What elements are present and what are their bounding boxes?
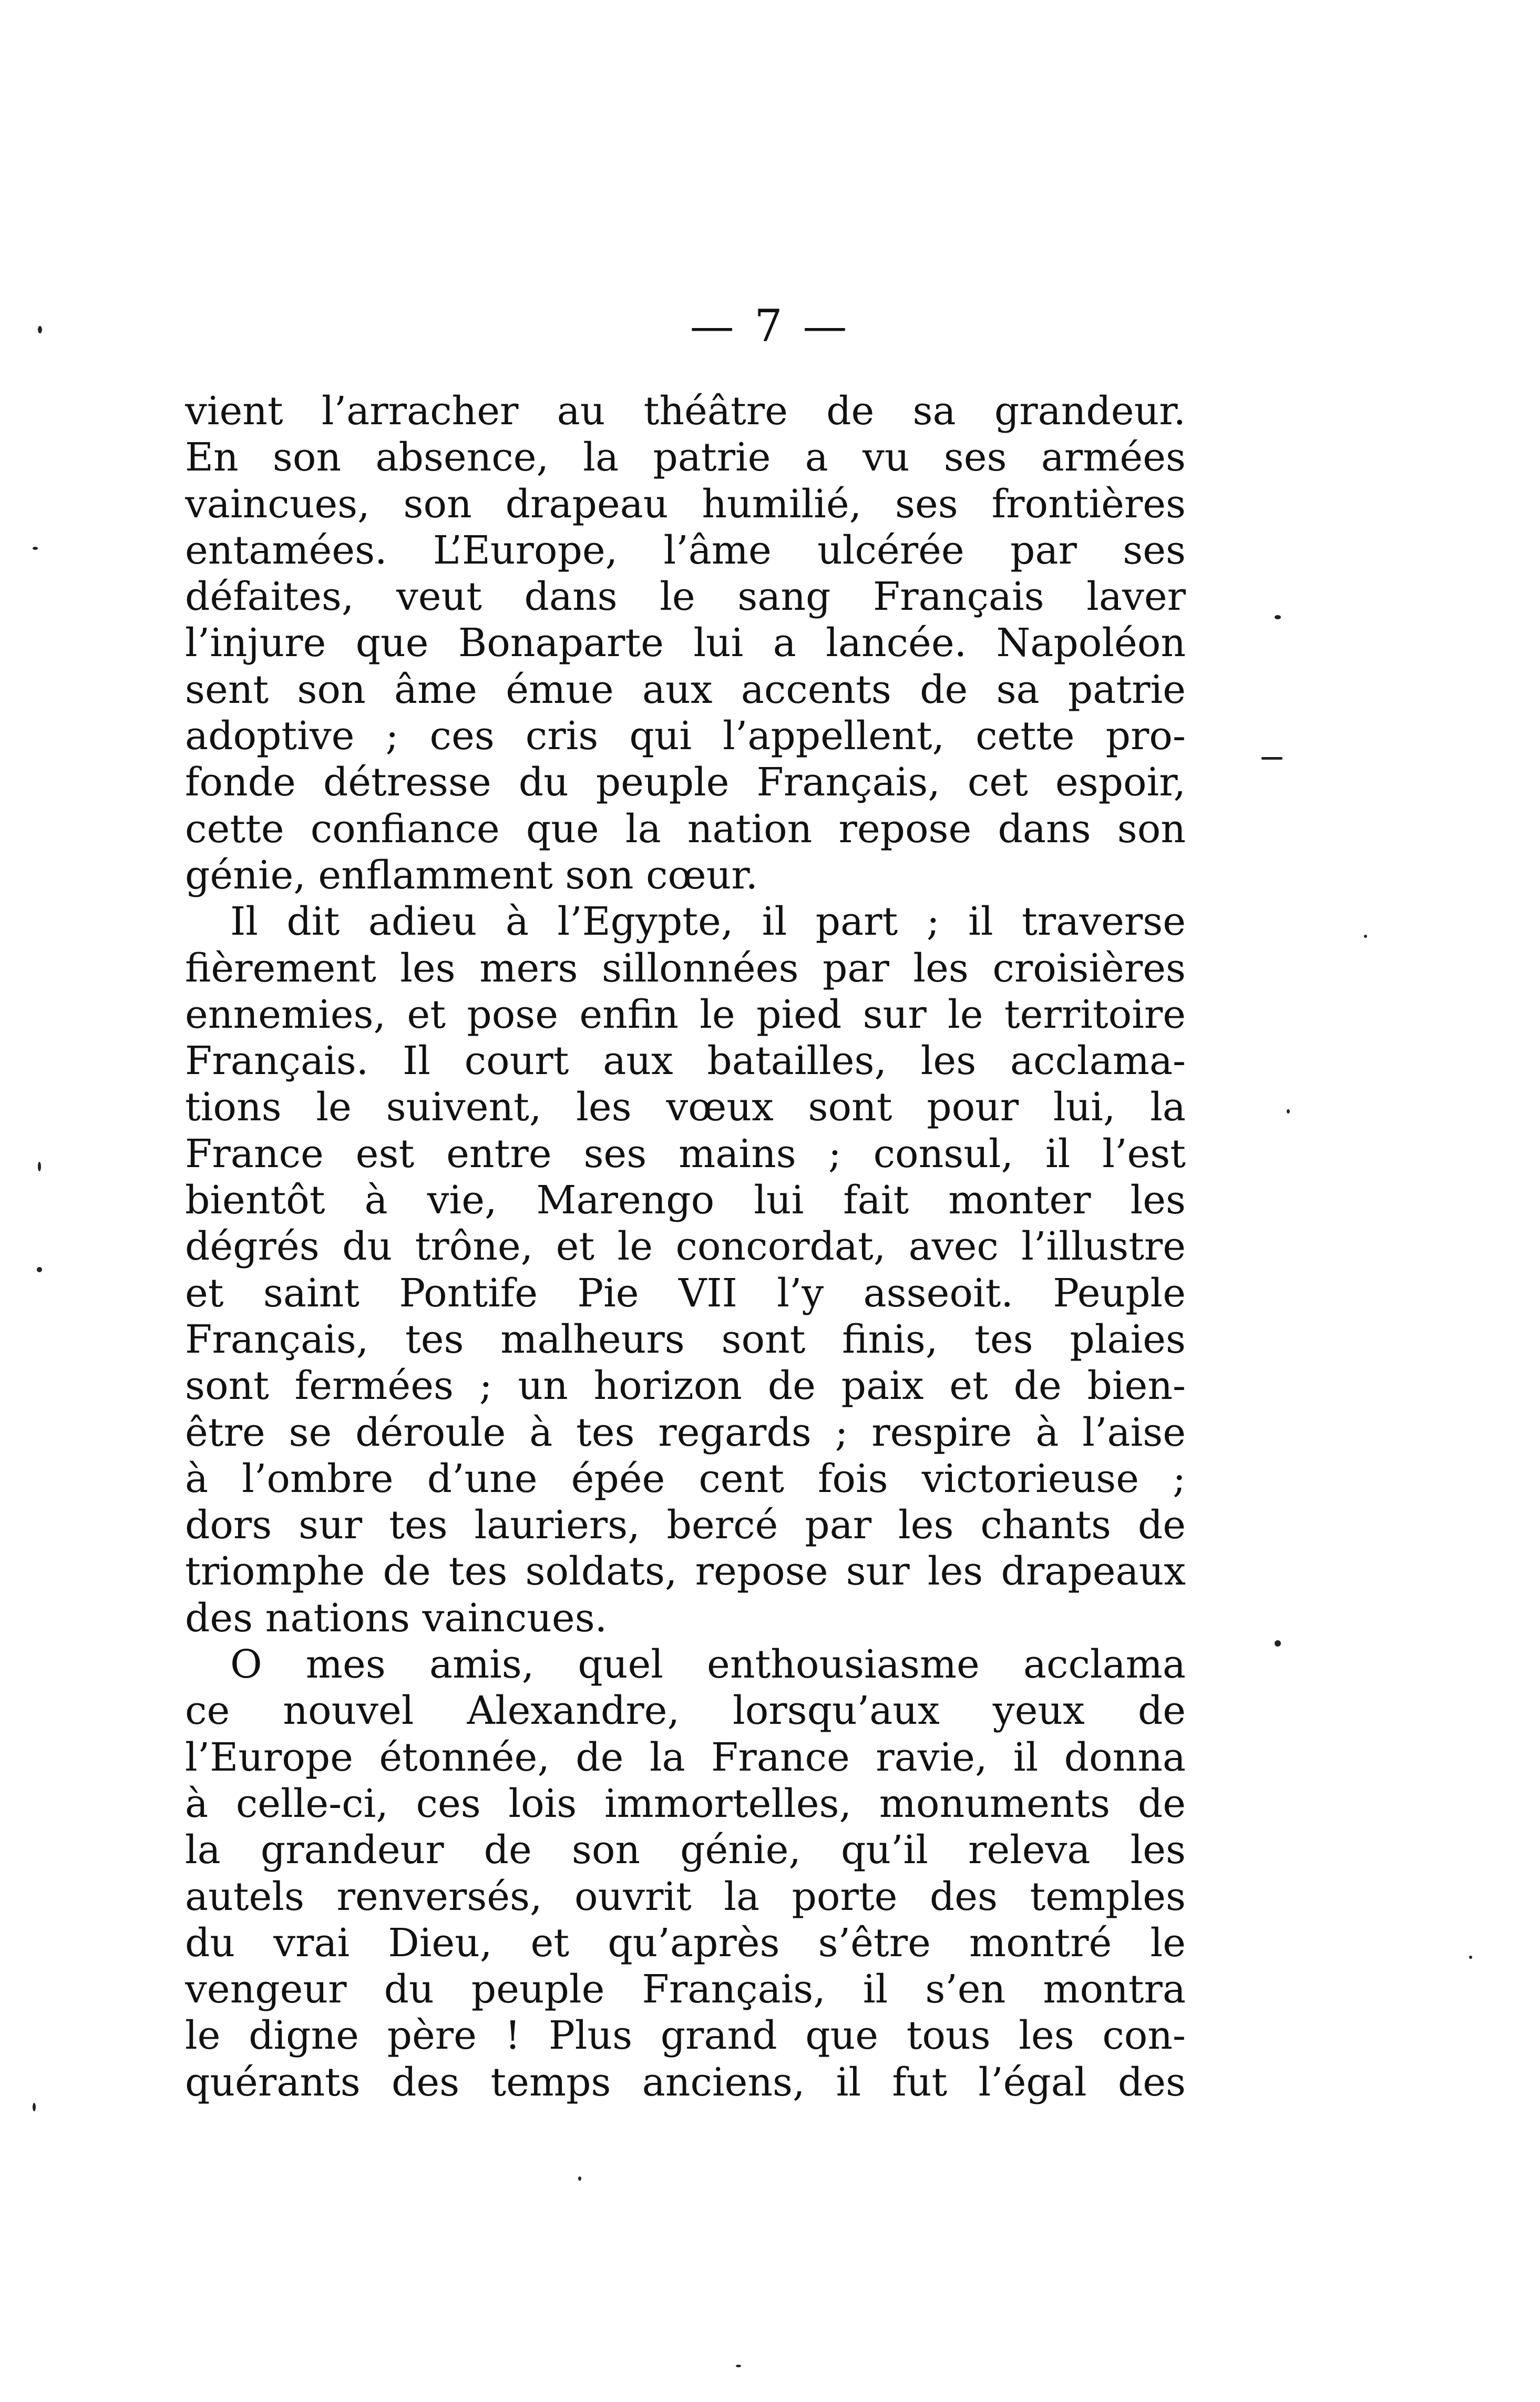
- text-line: dégrés du trône, et le concordat, avec l’illustre: [185, 1224, 1186, 1270]
- scan-speck: [1275, 1640, 1281, 1647]
- text-line: des nations vaincues.: [185, 1595, 608, 1641]
- paragraph-1: [185, 388, 1186, 898]
- paragraph-2: [185, 898, 1186, 1641]
- text-line: cette confiance que la nation repose dans son: [185, 806, 1186, 852]
- text-line: bientôt à vie, Marengo lui fait monter les: [185, 1178, 1186, 1223]
- text-line: quérants des temps anciens, il fut l’égal des: [185, 2059, 1186, 2105]
- text-line: défaites, veut dans le sang Français laver: [185, 574, 1186, 620]
- text-line: génie, enflamment son cœur.: [185, 852, 758, 898]
- text-line: sent son âme émue aux accents de sa patrie: [185, 667, 1186, 712]
- text-line: le digne père ! Plus grand que tous les con-: [185, 2013, 1186, 2059]
- text-line: triomphe de tes soldats, repose sur les drapeaux: [185, 1549, 1186, 1594]
- text-line: entamées. L’Europe, l’âme ulcérée par ses: [185, 527, 1186, 573]
- body-text: [185, 388, 1186, 2105]
- text-line: Français, tes malheurs sont finis, tes plaies: [185, 1316, 1186, 1362]
- text-line: à celle-ci, ces lois immortelles, monuments de: [185, 1781, 1186, 1826]
- text-line: vient l’arracher au théâtre de sa grandeur.: [185, 389, 1186, 434]
- text-line: adoptive ; ces cris qui l’appellent, cette pro-: [185, 713, 1186, 759]
- text-line: Il dit adieu à l’Egypte, il part ; il traverse: [230, 899, 1186, 945]
- text-line: dors sur tes lauriers, bercé par les chants de: [185, 1502, 1186, 1548]
- text-line: la grandeur de son génie, qu’il releva les: [185, 1827, 1186, 1873]
- text-line: ennemies, et pose enfin le pied sur le territoire: [185, 992, 1186, 1037]
- text-line: autels renversés, ouvrit la porte des temples: [185, 1874, 1186, 1919]
- text-line: à l’ombre d’une épée cent fois victorieuse ;: [185, 1456, 1186, 1501]
- text-line: fonde détresse du peuple Français, cet espoir,: [185, 760, 1186, 805]
- paragraph-3: [185, 1641, 1186, 2105]
- text-line: et saint Pontife Pie VII l’y asseoit. Peuple: [185, 1270, 1186, 1316]
- text-line: O mes amis, quel enthousiasme acclama: [230, 1642, 1186, 1688]
- scan-speck: [37, 1267, 42, 1272]
- text-line: du vrai Dieu, et qu’après s’être montré le: [185, 1920, 1186, 1966]
- scan-speck: [578, 2176, 581, 2181]
- scan-speck: [1261, 757, 1282, 760]
- scan-speck: [1287, 1109, 1290, 1113]
- text-line: tions le suivent, les vœux sont pour lui, la: [185, 1085, 1186, 1130]
- text-line: France est entre ses mains ; consul, il l’est: [185, 1131, 1186, 1177]
- text-line: Français. Il court aux batailles, les acclama-: [185, 1038, 1186, 1084]
- scan-speck: [1364, 935, 1367, 938]
- text-line: fièrement les mers sillonnées par les croisières: [185, 945, 1186, 991]
- scan-speck: [33, 2103, 36, 2111]
- scan-speck: [1469, 1956, 1472, 1959]
- scan-speck: [1275, 615, 1281, 619]
- scan-speck: [38, 326, 42, 333]
- text-line: En son absence, la patrie a vu ses armées: [185, 435, 1186, 481]
- text-line: vaincues, son drapeau humilié, ses frontières: [185, 481, 1186, 527]
- text-line: l’injure que Bonaparte lui a lancée. Napoléon: [185, 620, 1186, 666]
- scan-speck: [736, 2365, 741, 2367]
- text-line: être se déroule à tes regards ; respire à l’aise: [185, 1409, 1186, 1455]
- text-line: sont fermées ; un horizon de paix et de bien-: [185, 1363, 1186, 1409]
- text-line: ce nouvel Alexandre, lorsqu’aux yeux de: [185, 1688, 1186, 1734]
- text-line: l’Europe étonnée, de la France ravie, il donna: [185, 1734, 1186, 1780]
- scan-speck: [33, 547, 38, 550]
- scan-speck: [38, 1162, 41, 1171]
- text-line: vengeur du peuple Français, il s’en montra: [185, 1967, 1186, 2012]
- page-number: — 7 —: [690, 300, 850, 352]
